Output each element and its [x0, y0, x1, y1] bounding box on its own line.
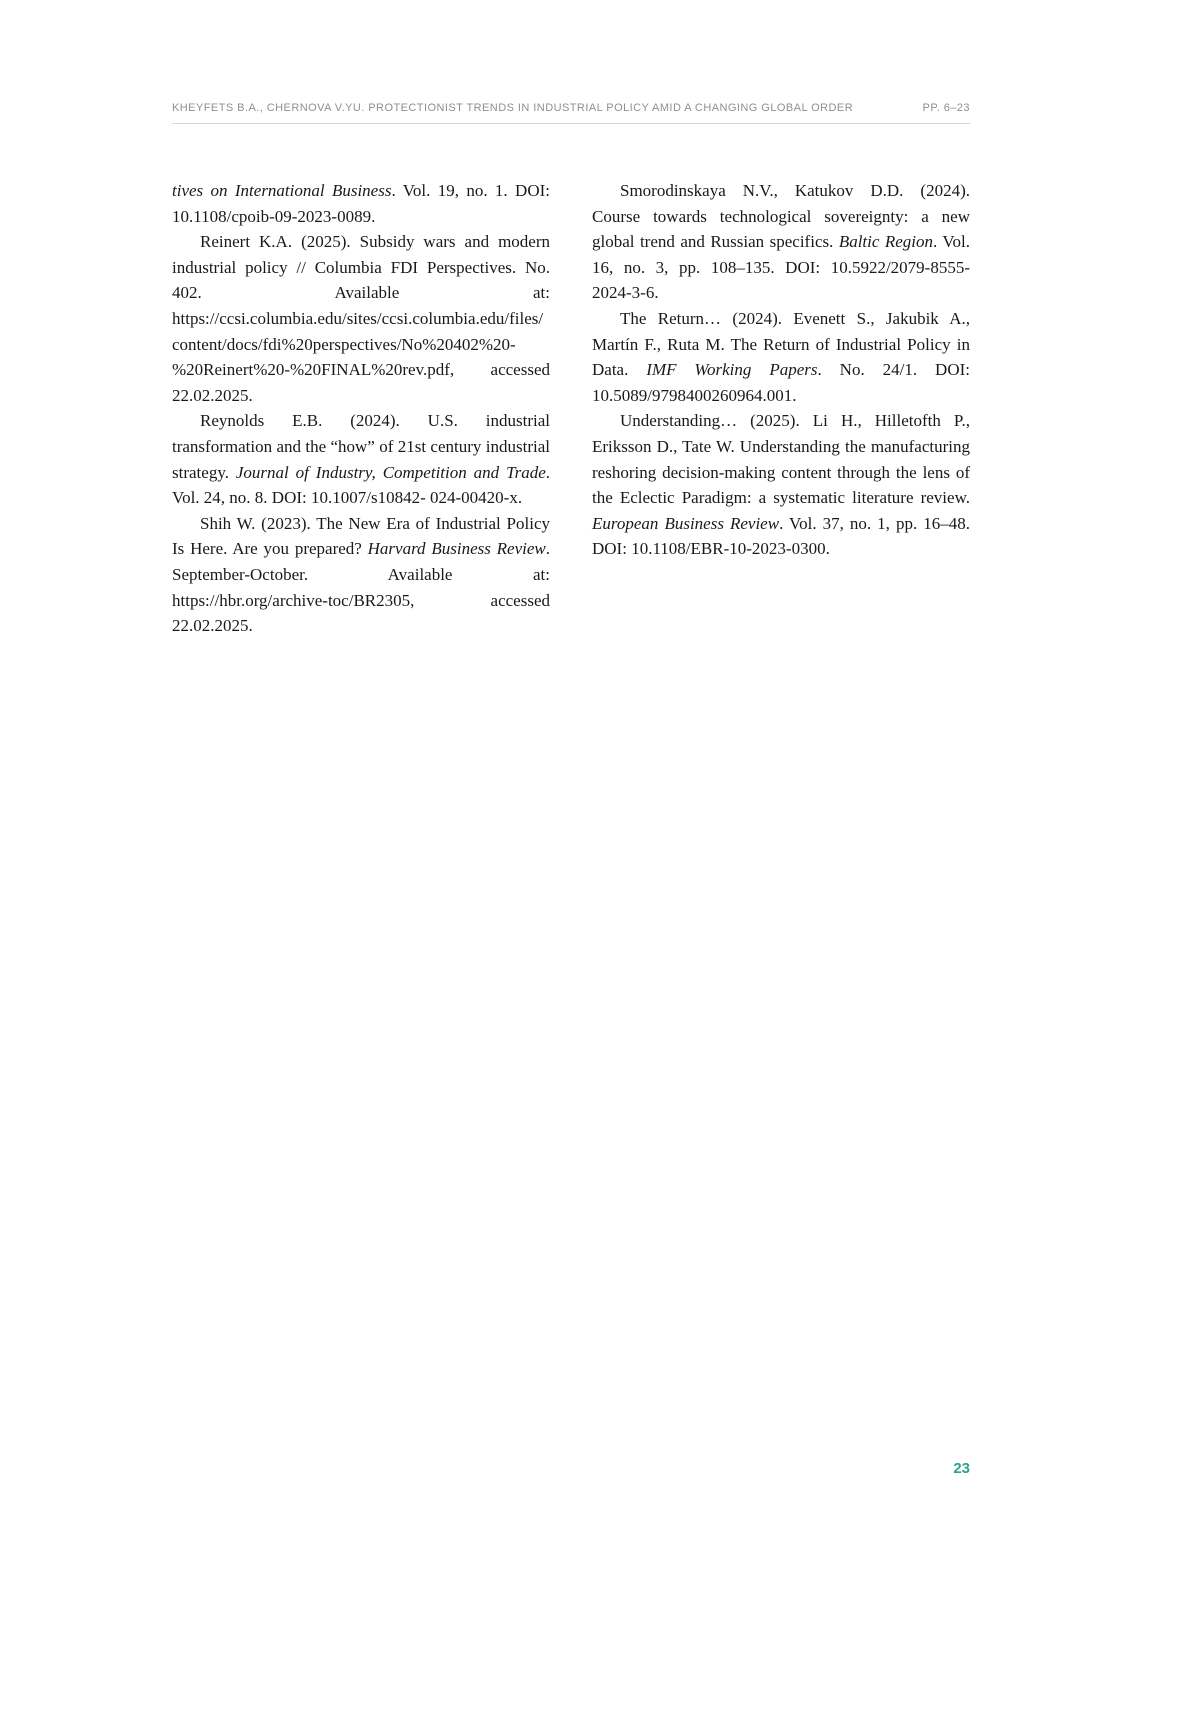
- reference-paragraph: [592, 408, 970, 562]
- reference-text-segment: Reynolds E.B. (2024). U.S. industrial transformation and the “how” of 21st century industrial strategy.: [172, 411, 550, 482]
- header-rule: [172, 123, 970, 124]
- reference-paragraph: [172, 229, 550, 408]
- reference-italic-segment: Baltic Region: [838, 232, 934, 252]
- reference-text-segment: . Vol. 37, no. 1, pp. 16–48. DOI: 10.1108/EBR-10-2023-0300.: [592, 513, 970, 559]
- reference-text-segment: The Return… (2024). Evenett S., Jakubik A., Martín F., Ruta M. The Return of Industrial Policy in Data.: [592, 308, 970, 380]
- references-right-column: [592, 178, 970, 639]
- reference-text-segment: Understanding… (2025). Li H., Hilletofth P., Eriksson D., Tate W. Understanding the manufacturing reshoring decision-making content through the lens of the Eclectic Paradigm: a systematic literature review.: [592, 411, 970, 508]
- reference-text-segment: . September-October. Available at: https://hbr.org/archive-toc/BR2305, accessed 22.02.2025.: [172, 539, 550, 636]
- reference-text-segment: . Vol. 19, no. 1. DOI: 10.1108/cpoib-09-2023-0089.: [172, 181, 550, 226]
- reference-text-segment: Reinert K.A. (2025). Subsidy wars and modern industrial policy // Columbia FDI Perspectives. No. 402. Available at: https://ccsi.columbia.edu/sites/ccsi.columbia.edu/files/content/docs/fdi%20perspectives/No%20402%20-%20Reinert%20-%20FINAL%20rev.pdf, accessed 22.02.2025.: [172, 232, 550, 405]
- references-section: [172, 178, 970, 639]
- reference-italic-segment: tives on International Business: [172, 181, 392, 200]
- page-range-label: PP. 6–23: [922, 102, 970, 114]
- running-title: KHEYFETS B.A., CHERNOVA V.YU. PROTECTIONIST TRENDS IN INDUSTRIAL POLICY AMID A CHANGING GLOBAL ORDER: [172, 102, 854, 114]
- reference-text-segment: Shih W. (2023). The New Era of Industrial Policy Is Here. Are you prepared?: [172, 513, 550, 559]
- reference-paragraph: [592, 178, 970, 306]
- reference-italic-segment: IMF Working Papers: [646, 360, 818, 380]
- reference-paragraph: [172, 178, 550, 229]
- reference-text-segment: Smorodinskaya N.V., Katukov D.D. (2024). Course towards technological sovereignty: a new global trend and Russian specifics.: [592, 181, 970, 252]
- page-header: [172, 102, 970, 114]
- reference-paragraph: [592, 306, 970, 408]
- reference-text-segment: . No. 24/1. DOI: 10.5089/9798400260964.001.: [592, 360, 970, 405]
- reference-paragraph: [172, 511, 550, 639]
- reference-paragraph: [172, 408, 550, 510]
- page-number: 23: [953, 1460, 970, 1477]
- reference-italic-segment: European Business Review: [592, 513, 780, 533]
- reference-text-segment: . Vol. 24, no. 8. DOI: 10.1007/s10842- 024-00420-x.: [172, 462, 550, 508]
- reference-italic-segment: Journal of Industry, Competition and Trade: [235, 462, 546, 482]
- reference-italic-segment: Harvard Business Review: [367, 539, 546, 559]
- reference-text-segment: . Vol. 16, no. 3, pp. 108–135. DOI: 10.5922/2079-8555-2024-3-6.: [592, 232, 970, 303]
- references-left-column: [172, 178, 550, 639]
